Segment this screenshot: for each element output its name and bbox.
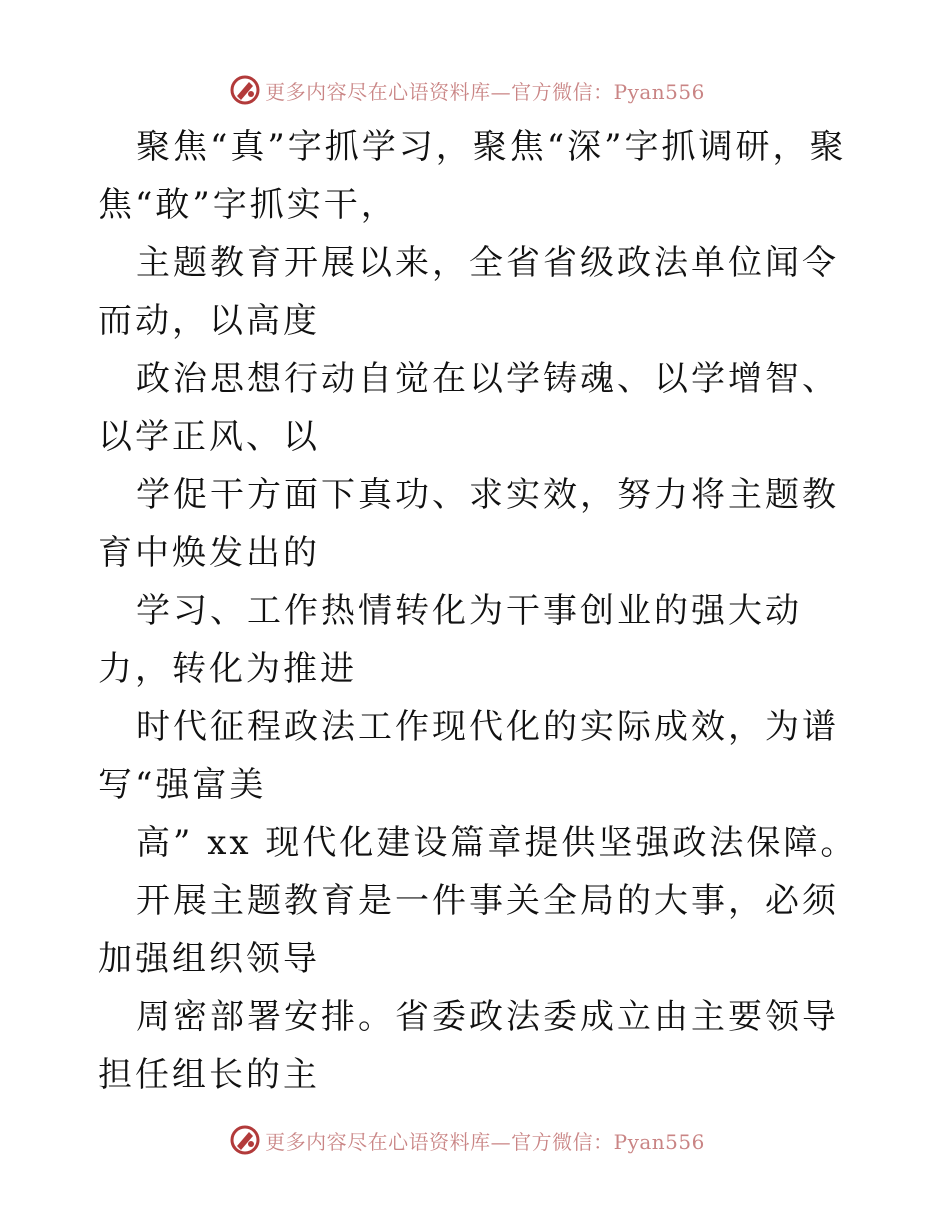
paragraph: 主题教育开展以来，全省省级政法单位闻令而动，以高度 (98, 243, 839, 341)
paragraph: 时代征程政法工作现代化的实际成效，为谱写“强富美 (98, 707, 839, 805)
paragraph: 开展主题教育是一件事关全局的大事，必须加强组织领导 (98, 881, 839, 979)
paragraph: 学促干方面下真功、求实效，努力将主题教育中焕发出的 (98, 475, 839, 573)
paragraph: 聚焦“真”字抓学习，聚焦“深”字抓调研，聚焦“敢”字抓实干， (98, 127, 847, 225)
paragraph: 学习、工作热情转化为干事创业的强大动力，转化为推进 (98, 591, 802, 689)
document-body (98, 118, 858, 1104)
header-watermark (0, 70, 950, 110)
paragraph: 周密部署安排。省委政法委成立由主要领导担任组长的主 (98, 997, 839, 1095)
footer-watermark-text: 更多内容尽在心语资料库—官方微信：Pyan556 (265, 1129, 705, 1154)
paragraph: 高” xx 现代化建设篇章提供坚强政法保障。 (136, 823, 858, 863)
header-watermark-text: 更多内容尽在心语资料库—官方微信：Pyan556 (265, 79, 705, 104)
footer-watermark (0, 1120, 950, 1160)
paragraph: 政治思想行动自觉在以学铸魂、以学增智、以学正风、以 (98, 359, 839, 457)
seal-logo-icon (229, 1124, 261, 1156)
seal-logo-icon (229, 74, 261, 106)
